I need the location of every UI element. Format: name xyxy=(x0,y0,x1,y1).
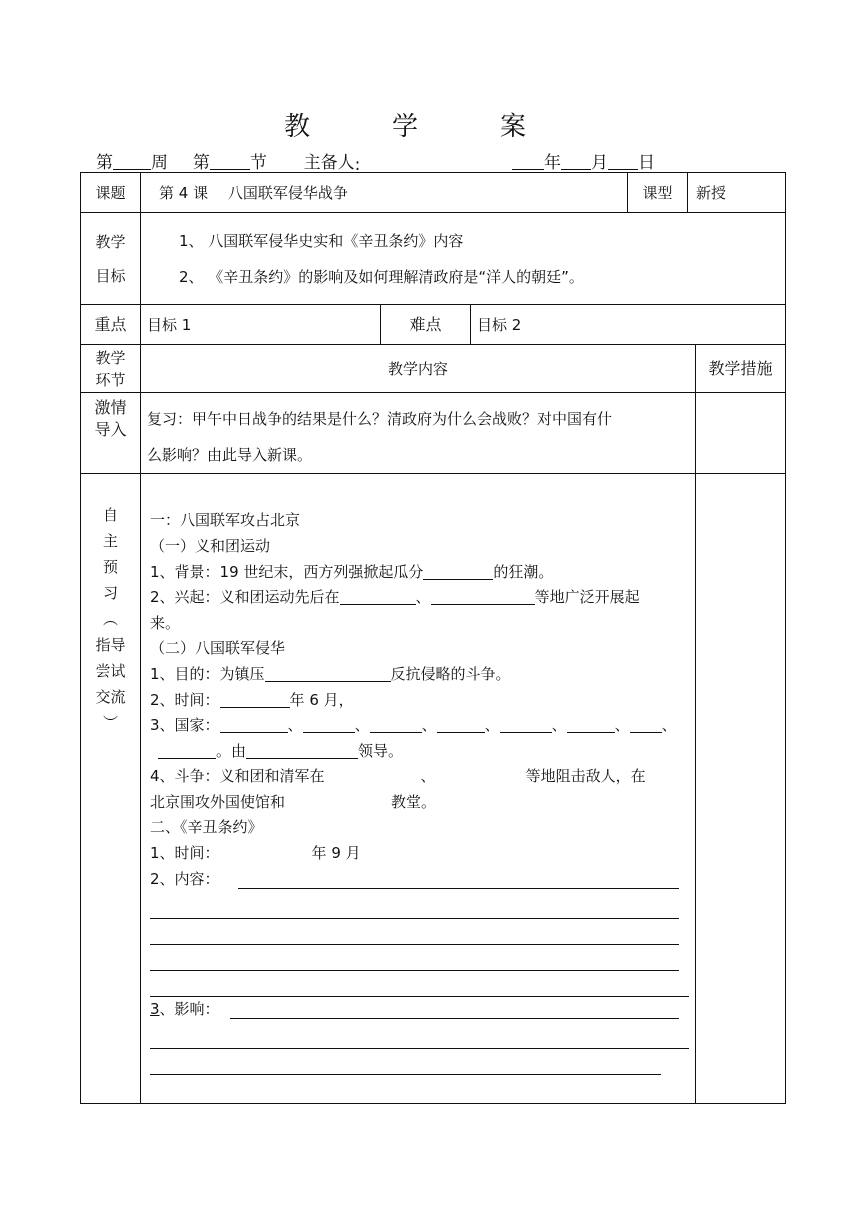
goals-label-1: 教学 xyxy=(95,232,126,251)
day-blank[interactable] xyxy=(608,152,638,170)
intro-row xyxy=(81,393,786,474)
intro-content xyxy=(141,393,696,474)
treaty-content-blank-4[interactable] xyxy=(150,945,679,971)
fight-1b: 、 xyxy=(420,767,436,786)
treaty-content-blank-3[interactable] xyxy=(150,919,679,945)
meta-line xyxy=(96,148,367,173)
country-sep-4: 、 xyxy=(484,716,500,735)
country-blank-2[interactable] xyxy=(303,715,355,733)
section-blank[interactable] xyxy=(210,152,250,170)
leader-prefix: 。由 xyxy=(216,741,247,760)
time-prefix: 2、时间： xyxy=(150,690,220,709)
impact-label: 、影响： xyxy=(159,999,220,1018)
month-blank[interactable] xyxy=(561,152,591,170)
bg-prefix: 1、背景：19 世纪末，西方列强掀起瓜分 xyxy=(150,562,424,581)
ss-char-5: ︵ xyxy=(102,610,118,628)
topic-value: 第 4 课 八国联军侵华战争 xyxy=(141,173,628,213)
country-sep-1: 、 xyxy=(287,716,303,735)
ss-char-1: 自 xyxy=(102,506,118,524)
key-value: 目标 1 xyxy=(141,305,381,345)
impact-num: 3 xyxy=(150,999,160,1018)
topic-row xyxy=(81,173,786,213)
time-line xyxy=(150,688,689,714)
rise-end: 来。 xyxy=(150,613,181,632)
stage-label-2: 环节 xyxy=(95,370,126,389)
day-label: 日 xyxy=(638,153,655,173)
purpose-suffix: 反抗侵略的斗争。 xyxy=(390,664,511,683)
intro-label-1: 激情 xyxy=(94,398,127,417)
countries-prefix: 3、国家： xyxy=(150,716,220,735)
intro-text-1: 复习：甲午中日战争的结果是什么？清政府为什么会战败？对中国有什 xyxy=(147,410,613,428)
key-label: 重点 xyxy=(81,305,141,345)
goals-content xyxy=(141,213,786,305)
goal-1: 1、 八国联军侵华史实和《辛丑条约》内容 xyxy=(179,231,464,250)
ss-char-4: 习 xyxy=(102,584,118,602)
intro-label-2: 导入 xyxy=(94,420,127,439)
difficulty-label: 难点 xyxy=(381,305,471,345)
rise-prefix: 2、兴起：义和团运动先后在 xyxy=(150,588,340,607)
self-study-row xyxy=(81,474,786,1104)
leader-suffix: 领导。 xyxy=(358,741,404,760)
ss-char-3: 预 xyxy=(102,558,118,576)
impact-line xyxy=(150,997,689,1023)
s1-title: 一：八国联军攻占北京 xyxy=(150,511,301,530)
treaty-time-prefix: 1、时间： xyxy=(150,844,220,863)
goals-row xyxy=(81,213,786,305)
week-blank[interactable] xyxy=(113,152,151,170)
measures-header: 教学措施 xyxy=(696,345,786,393)
goal-2: 2、 《辛丑条约》的影响及如何理解清政府是“洋人的朝廷”。 xyxy=(179,267,584,286)
ss-char-6: 指导 xyxy=(95,636,126,654)
country-blank-5[interactable] xyxy=(500,715,552,733)
title-char-1: 教 xyxy=(284,112,311,142)
month-label: 月 xyxy=(591,153,608,173)
preparer-colon: : xyxy=(355,155,367,173)
time-suffix: 年 6 月， xyxy=(289,690,354,709)
week-suffix: 周 xyxy=(151,153,168,173)
ss-char-8: 交流 xyxy=(95,688,126,706)
purpose-blank[interactable] xyxy=(265,664,391,682)
fight-1a: 4、斗争：义和团和清军在 xyxy=(150,767,325,786)
goals-label xyxy=(81,213,141,305)
country-blank-1[interactable] xyxy=(220,715,288,733)
leader-blank[interactable] xyxy=(246,741,358,759)
page-title xyxy=(0,106,860,140)
ss-char-7: 尝试 xyxy=(95,662,126,680)
treaty-time-line xyxy=(150,841,689,867)
leader-line xyxy=(150,739,689,765)
type-label: 课型 xyxy=(628,173,688,213)
treaty-content-blank-1[interactable] xyxy=(238,888,679,889)
fight-1c: 等地阻击敌人，在 xyxy=(525,767,646,786)
treaty-content-blank-2[interactable] xyxy=(150,893,679,919)
country-sep-6: 、 xyxy=(614,716,630,735)
header-row xyxy=(81,345,786,393)
intro-label xyxy=(81,393,141,474)
self-study-content xyxy=(141,474,696,1104)
year-label: 年 xyxy=(544,153,561,173)
rise-sep: 、 xyxy=(415,588,431,607)
country-blank-4[interactable] xyxy=(437,715,485,733)
week-prefix: 第 xyxy=(96,153,113,173)
key-row xyxy=(81,305,786,345)
country-sep-5: 、 xyxy=(551,716,567,735)
country-blank-3[interactable] xyxy=(370,715,422,733)
date-line xyxy=(512,148,655,173)
difficulty-value: 目标 2 xyxy=(471,305,786,345)
lesson-plan-table xyxy=(80,172,786,1104)
stage-label xyxy=(81,345,141,393)
year-blank[interactable] xyxy=(512,152,544,170)
intro-text-2: 么影响？由此导入新课。 xyxy=(147,446,313,464)
countries-line xyxy=(150,713,689,739)
intro-measures[interactable] xyxy=(696,393,786,474)
country-sep-2: 、 xyxy=(354,716,370,735)
self-study-label xyxy=(81,474,141,1104)
time-blank[interactable] xyxy=(220,690,290,708)
ss-char-9: ︶ xyxy=(102,714,118,732)
fight-line-2 xyxy=(150,790,689,816)
section-suffix: 节 xyxy=(249,153,267,173)
treaty-time-suffix: 年 9 月 xyxy=(311,844,361,863)
country-blank-7[interactable] xyxy=(630,715,662,733)
treaty-content-label: 2、内容： xyxy=(150,869,220,888)
fight-2b: 教堂。 xyxy=(391,792,437,811)
self-study-measures[interactable] xyxy=(696,474,786,1104)
content-header: 教学内容 xyxy=(141,345,696,393)
treaty-content-line xyxy=(150,867,689,893)
purpose-prefix: 1、目的：为镇压 xyxy=(150,664,265,683)
stage-label-1: 教学 xyxy=(95,348,126,367)
s1a-title: （一）义和团运动 xyxy=(150,536,271,555)
s2-title: 二、《辛丑条约》 xyxy=(150,818,263,837)
impact-blank-2[interactable] xyxy=(150,1023,689,1049)
bg-blank[interactable] xyxy=(423,562,493,580)
country-blank-6[interactable] xyxy=(567,715,615,733)
bg-suffix: 的狂潮。 xyxy=(493,562,554,581)
purpose-line xyxy=(150,662,689,688)
goals-label-2: 目标 xyxy=(95,266,126,285)
fight-2a: 北京围攻外国使馆和 xyxy=(150,792,286,811)
rise-blank-2[interactable] xyxy=(431,587,535,605)
section-prefix: 第 xyxy=(192,153,210,173)
background-line xyxy=(150,560,689,586)
country-sep-3: 、 xyxy=(421,716,437,735)
country-blank-8[interactable] xyxy=(158,741,216,759)
topic-label: 课题 xyxy=(81,173,141,213)
title-char-2: 学 xyxy=(392,112,419,142)
type-value: 新授 xyxy=(688,173,786,213)
country-sep-7: 、 xyxy=(661,716,677,735)
treaty-content-blank-5[interactable] xyxy=(150,971,689,997)
rise-suffix: 等地广泛开展起 xyxy=(534,588,640,607)
preparer-label: 主备人 xyxy=(303,153,355,173)
rise-blank-1[interactable] xyxy=(340,587,416,605)
fight-line-1 xyxy=(150,764,689,790)
rise-line xyxy=(150,585,689,611)
title-char-3: 案 xyxy=(500,112,527,142)
impact-blank-1[interactable] xyxy=(230,1018,679,1019)
s1b-title: （二）八国联军侵华 xyxy=(150,639,286,658)
impact-blank-3[interactable] xyxy=(150,1049,661,1075)
ss-char-2: 主 xyxy=(102,532,118,550)
